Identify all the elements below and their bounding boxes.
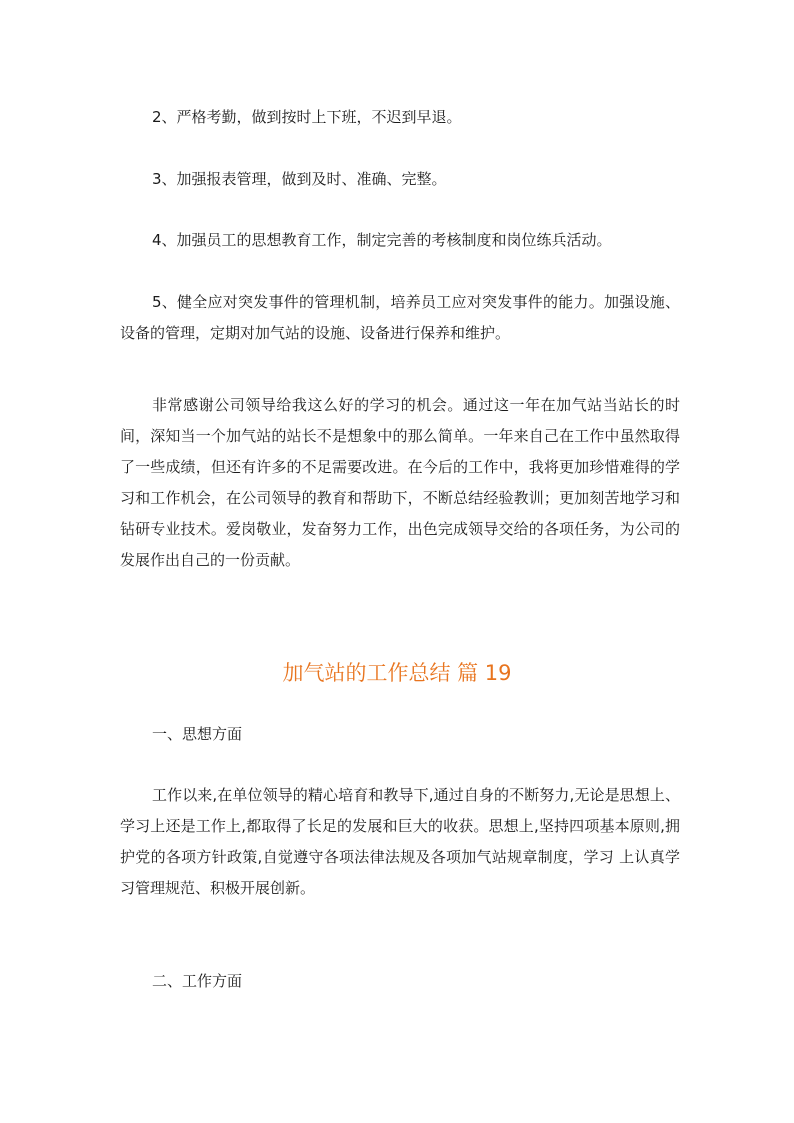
- paragraph-attendance: 2、严格考勤，做到按时上下班，不迟到早退。: [152, 108, 462, 126]
- paragraph-thanks: 非常感谢公司领导给我这么好的学习的机会。通过这一年在加气站当站长的时间，深知当一个加气站的站长不是想象中的那么简单。一年来自己在工作中虽然取得了一些成绩，但还有许多的不足需要改进。在今后的工作中，我将更加珍惜难得的学习和工作机会，在公司领导的教育和帮助下，不断总结经验教训；更加刻苦地学习和钻研专业技术。爱岗敬业，发奋努力工作，出色完成领导交给的各项任务，为公司的发展作出自己的一份贡献。: [120, 396, 680, 569]
- paragraph-staff-education: 4、加强员工的思想教育工作，制定完善的考核制度和岗位练兵活动。: [152, 231, 612, 249]
- section-heading: 加气站的工作总结 篇 19: [282, 661, 512, 685]
- paragraph-emergency-management: 5、健全应对突发事件的管理机制，培养员工应对突发事件的能力。加强设施、设备的管理，定期对加气站的设施、设备进行保养和维护。: [120, 293, 680, 342]
- paragraph-ideology: 工作以来,在单位领导的精心培育和教导下,通过自身的不断努力,无论是思想上、 学习上还是工作上,都取得了长足的发展和巨大的收获。思想上,坚持四项基本原则,拥护党的各项方针政策,自觉遵守各项法律法规及各项加气站规章制度，学习 上认真学习管理规范、积极开展创新。: [120, 786, 680, 897]
- paragraph-reports: 3、加强报表管理，做到及时、准确、完整。: [152, 170, 447, 188]
- subheading-work: 二、工作方面: [152, 972, 243, 990]
- subheading-ideology: 一、思想方面: [152, 725, 243, 743]
